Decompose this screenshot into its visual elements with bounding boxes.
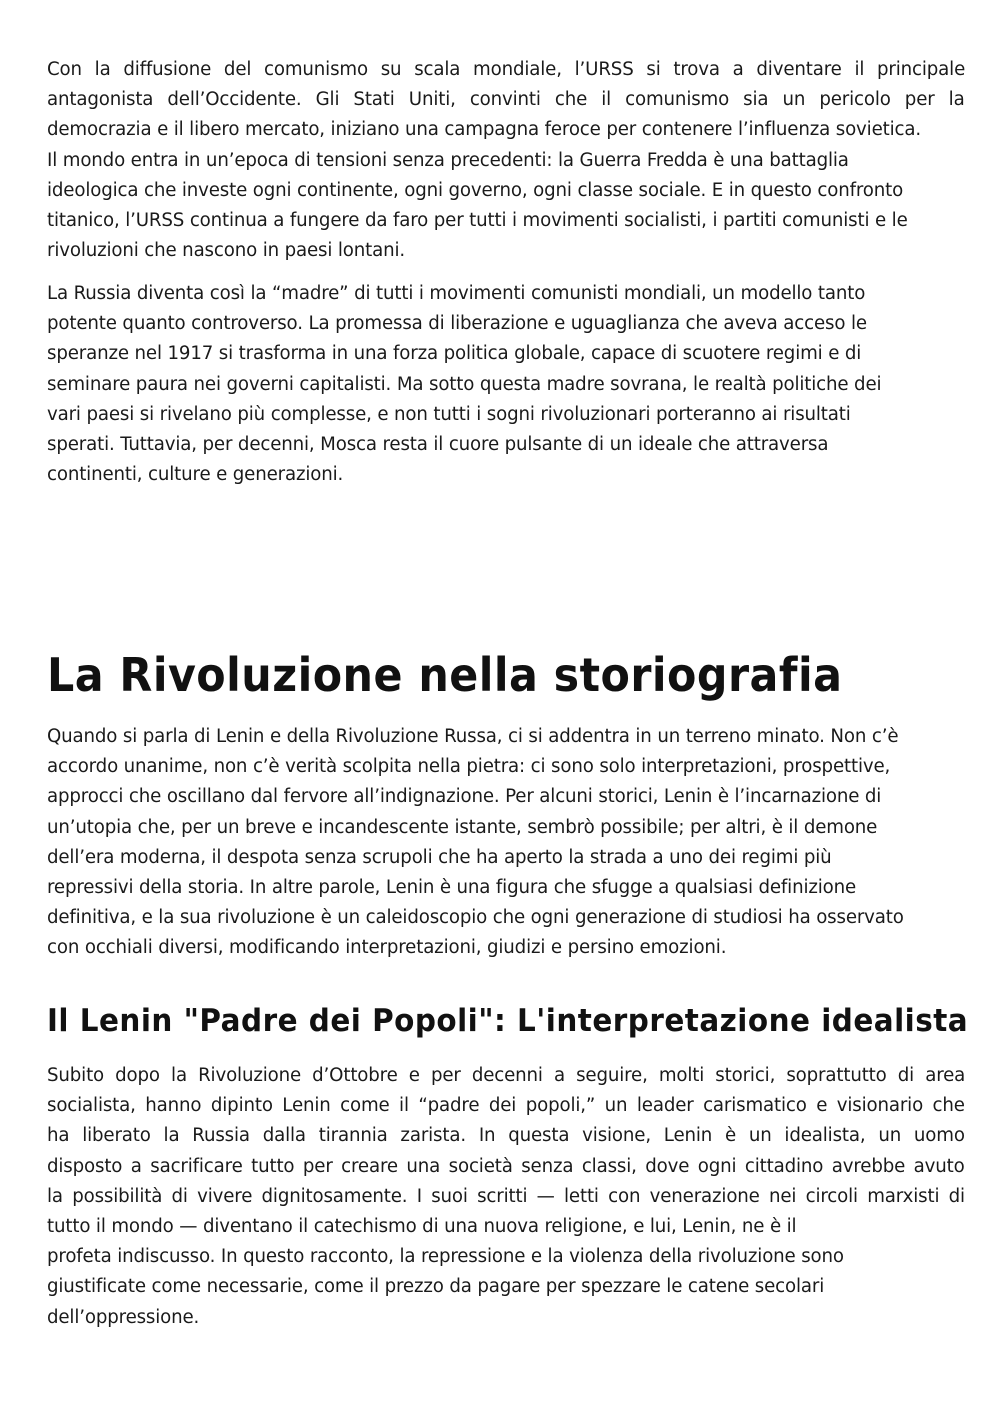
text-line: dell’era moderna, il despota senza scrupoli che ha aperto la strada a uno dei regimi più xyxy=(47,846,832,868)
text-line: La Russia diventa così la “madre” di tutti i movimenti comunisti mondiali, un modello tanto xyxy=(47,283,866,304)
text-line: giustificate come necessarie, come il prezzo da pagare per spezzare le catene secolari xyxy=(47,1276,825,1298)
text-line: definitiva, e la sua rivoluzione è un caleidoscopio che ogni generazione di studiosi ha osservato xyxy=(47,907,904,929)
text-line: titanico, l’URSS continua a fungere da faro per tutti i movimenti socialisti, i partiti comunisti e le xyxy=(47,210,908,232)
text-line: sperati. Tuttavia, per decenni, Mosca resta il cuore pulsante di un ideale che attraversa xyxy=(47,434,829,456)
text-line: la possibilità di vivere dignitosamente. I suoi scritti — letti con venerazione nei circoli marxisti di xyxy=(47,1185,965,1207)
text-line: potente quanto controverso. La promessa di liberazione e uguaglianza che aveva acceso le xyxy=(47,313,867,335)
text-line: repressivi della storia. In altre parole, Lenin è una figura che sfugge a qualsiasi definizione xyxy=(47,877,857,899)
text-line: vari paesi si rivelano più complesse, e non tutti i sogni rivoluzionari porteranno ai risultati xyxy=(47,403,851,425)
text-line: Il mondo entra in un’epoca di tensioni senza precedenti: la Guerra Fredda è una battaglia xyxy=(47,149,849,171)
paragraph-idealist-interpretation xyxy=(47,1061,965,1333)
text-line: continenti, culture e generazioni. xyxy=(47,464,344,486)
text-line: approcci che oscillano dal fervore all’indignazione. Per alcuni storici, Lenin è l’incarnazione di xyxy=(47,786,882,808)
paragraph-historiography xyxy=(47,722,965,964)
text-line: speranze nel 1917 si trasforma in una forza politica globale, capace di scuotere regimi e di xyxy=(47,343,862,365)
text-line: ha liberato la Russia dalla tirannia zarista. In questa visione, Lenin è un idealista, un uomo xyxy=(47,1125,965,1147)
text-line: rivoluzioni che nascono in paesi lontani. xyxy=(47,240,406,262)
text-line: Quando si parla di Lenin e della Rivoluzione Russa, ci si addentra in un terreno minato. Non c’è xyxy=(47,726,899,747)
paragraph-russia-mother xyxy=(47,279,965,490)
text-line: un’utopia che, per un breve e incandescente istante, sembrò possibile; per altri, è il demone xyxy=(47,816,878,838)
text-line: con occhiali diversi, modificando interpretazioni, giudizi e persino emozioni. xyxy=(47,937,727,959)
text-line: democrazia e il libero mercato, iniziano una campagna feroce per contenere l’influenza sovietica. xyxy=(47,119,921,141)
text-line: accordo unanime, non c’è verità scolpita nella pietra: ci sono solo interpretazioni, prospettive, xyxy=(47,756,891,778)
text-line: socialista, hanno dipinto Lenin come il “padre dei popoli,” un leader carismatico e visionario che xyxy=(47,1095,965,1117)
text-line: ideologica che investe ogni continente, ogni governo, ogni classe sociale. E in questo confronto xyxy=(47,179,904,201)
text-line: tutto il mondo — diventano il catechismo di una nuova religione, e lui, Lenin, ne è il xyxy=(47,1216,797,1238)
section-heading: La Rivoluzione nella storiografia xyxy=(47,648,843,702)
paragraph-urss-antagonist xyxy=(47,55,965,266)
text-line: profeta indiscusso. In questo racconto, la repressione e la violenza della rivoluzione sono xyxy=(47,1246,844,1268)
text-line: Con la diffusione del comunismo su scala mondiale, l’URSS si trova a diventare il principale xyxy=(47,59,966,80)
text-line: seminare paura nei governi capitalisti. Ma sotto questa madre sovrana, le realtà politiche dei xyxy=(47,373,882,395)
text-line: dell’oppressione. xyxy=(47,1306,200,1328)
text-line: disposto a sacrificare tutto per creare una società senza classi, dove ogni cittadino avrebbe avuto xyxy=(47,1155,965,1177)
text-line: antagonista dell’Occidente. Gli Stati Uniti, convinti che il comunismo sia un pericolo per la xyxy=(47,89,965,111)
text-line: Subito dopo la Rivoluzione d’Ottobre e per decenni a seguire, molti storici, soprattutto di area xyxy=(47,1065,966,1086)
subsection-heading: Il Lenin "Padre dei Popoli": L'interpretazione idealista xyxy=(47,1003,969,1039)
